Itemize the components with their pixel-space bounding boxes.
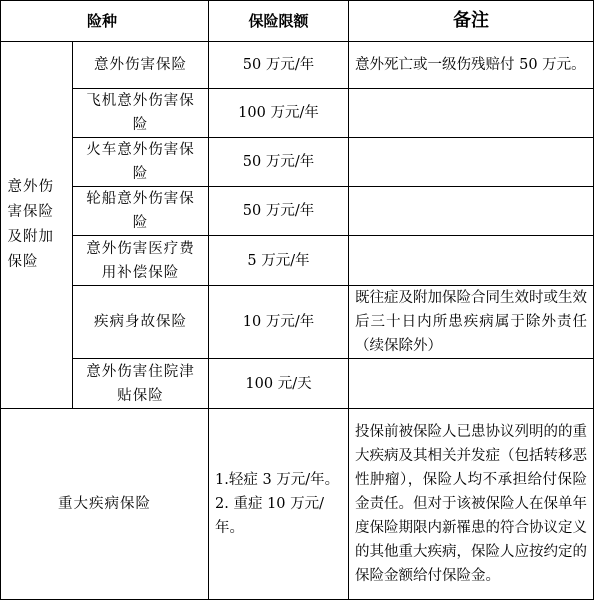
- critical-illness-name: 重大疾病保险: [1, 409, 209, 600]
- insurance-note: [349, 89, 594, 138]
- insurance-name: 疾病身故保险: [73, 286, 209, 359]
- insurance-name: 意外伤害住院津贴保险: [73, 359, 209, 409]
- critical-illness-limit: [209, 409, 349, 600]
- limit-line-severe: 2. 重症 10 万元/年。: [215, 496, 325, 536]
- table-row: [1, 42, 594, 89]
- insurance-name: 轮船意外伤害保险: [73, 187, 209, 236]
- insurance-note: [349, 359, 594, 409]
- insurance-note: 意外死亡或一级伤残赔付 50 万元。: [349, 42, 594, 89]
- insurance-note: [349, 187, 594, 236]
- table-row: [1, 187, 594, 236]
- insurance-limit: 10 万元/年: [209, 286, 349, 359]
- table-row-critical: [1, 409, 594, 600]
- insurance-limit: 100 万元/年: [209, 89, 349, 138]
- table-row: [1, 89, 594, 138]
- insurance-limit: 50 万元/年: [209, 187, 349, 236]
- insurance-name: 意外伤害医疗费用补偿保险: [73, 236, 209, 286]
- table-row: [1, 236, 594, 286]
- category-label: 意外伤害保险及附加保险: [7, 179, 54, 270]
- insurance-name: 飞机意外伤害保险: [73, 89, 209, 138]
- header-note: 备注: [349, 1, 594, 42]
- insurance-name: 意外伤害保险: [73, 42, 209, 89]
- insurance-note: 既往症及附加保险合同生效时或生效后三十日内所患疾病属于除外责任（续保除外）: [349, 286, 594, 359]
- insurance-name: 火车意外伤害保险: [73, 138, 209, 187]
- header-row: [1, 1, 594, 42]
- table-row: [1, 138, 594, 187]
- table-row: [1, 359, 594, 409]
- header-limit: 保险限额: [209, 1, 349, 42]
- insurance-limit: 5 万元/年: [209, 236, 349, 286]
- header-kind: 险种: [1, 1, 209, 42]
- limit-line-mild: 1.轻症 3 万元/年。: [215, 472, 340, 488]
- insurance-limit: 50 万元/年: [209, 42, 349, 89]
- category-cell: [1, 42, 73, 409]
- insurance-limit: 50 万元/年: [209, 138, 349, 187]
- insurance-limit: 100 元/天: [209, 359, 349, 409]
- critical-illness-note: 投保前被保险人已患协议列明的的重大疾病及其相关并发症（包括转移恶性肿瘤），保险人均不承担给付保险金责任。但对于该被保险人在保单年度保险期限内新罹患的符合协议定义的其他重大疾病，保险人应按约定的保险金额给付保险金。: [349, 409, 594, 600]
- table-row: [1, 286, 594, 359]
- insurance-note: [349, 236, 594, 286]
- insurance-note: [349, 138, 594, 187]
